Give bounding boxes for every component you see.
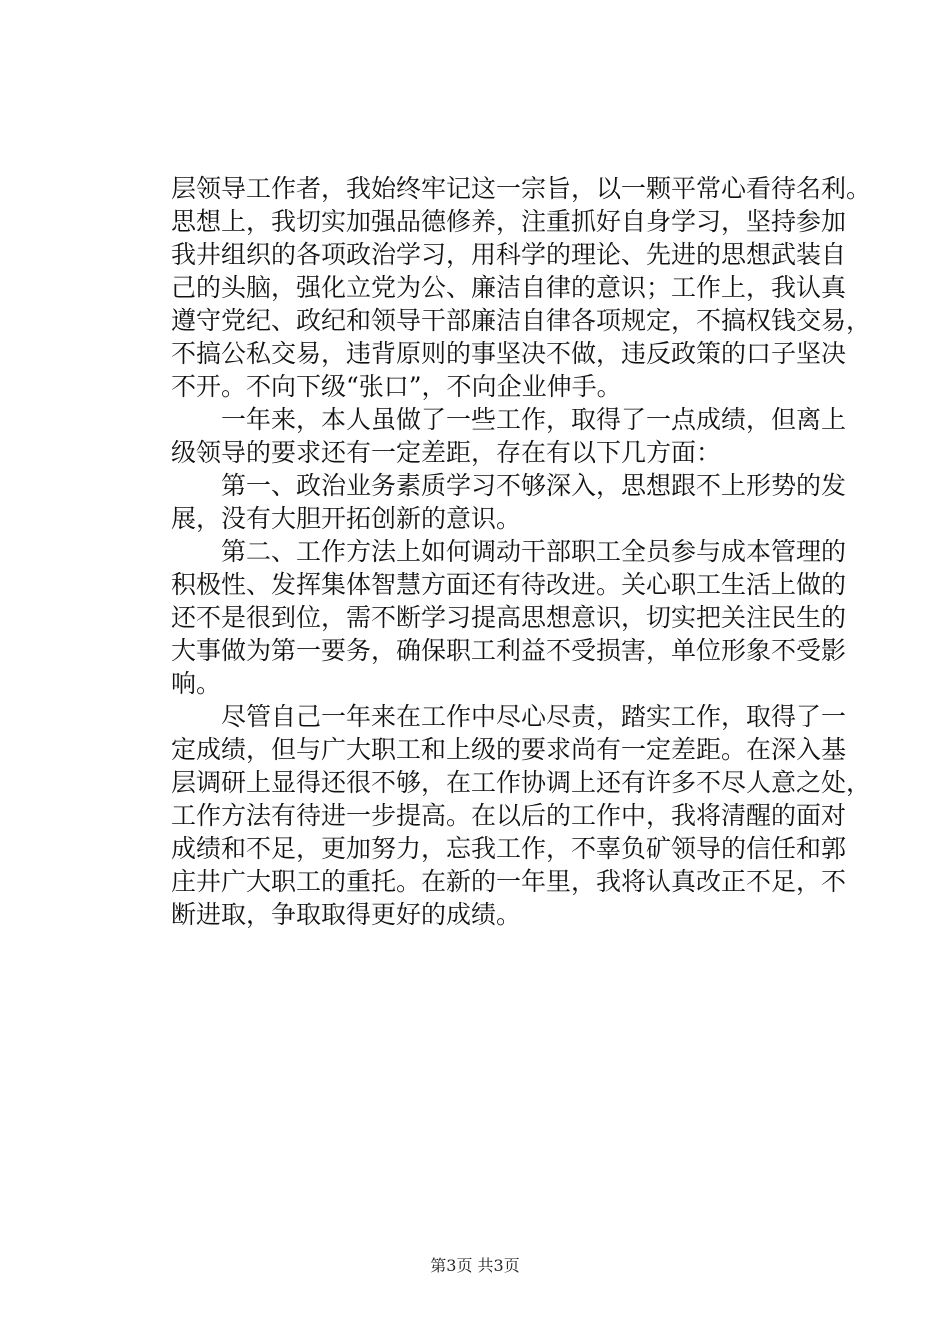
text-line: 展，没有大胆开拓创新的意识。: [171, 504, 522, 533]
text-line: 思想上，我切实加强品德修养，注重抓好自身学习，坚持参加: [171, 207, 847, 236]
text-line: 层调研上显得还很不够，在工作协调上还有许多不尽人意之处，: [171, 768, 872, 797]
text-line: 响。: [171, 669, 222, 698]
text-line: 积极性、发挥集体智慧方面还有待改进。关心职工生活上做的: [171, 570, 847, 599]
text-line: 还不是很到位，需不断学习提高思想意识，切实把关注民生的: [171, 603, 847, 632]
text-line: 大事做为第一要务，确保职工利益不受损害，单位形象不受影: [171, 636, 847, 665]
paragraph-start-line: 尽管自己一年来在工作中尽心尽责，踏实工作，取得了一: [221, 702, 847, 731]
text-line: 层领导工作者，我始终牢记这一宗旨，以一颗平常心看待名利。: [171, 174, 872, 203]
body-text: [171, 172, 872, 931]
text-line: 庄井广大职工的重托。在新的一年里，我将认真改正不足，不: [171, 867, 847, 896]
text-line: 断进取，争取取得更好的成绩。: [171, 900, 522, 929]
text-line: 定成绩，但与广大职工和上级的要求尚有一定差距。在深入基: [171, 735, 847, 764]
text-line: 遵守党纪、政纪和领导干部廉洁自律各项规定，不搞权钱交易，: [171, 306, 872, 335]
text-line: 级领导的要求还有一定差距，存在有以下几方面：: [171, 438, 722, 467]
paragraph-start-line: 一年来，本人虽做了一些工作，取得了一点成绩，但离上: [221, 405, 847, 434]
text-line: 不搞公私交易，违背原则的事坚决不做，违反政策的口子坚决: [171, 339, 847, 368]
text-line: 己的头脑，强化立党为公、廉洁自律的意识；工作上，我认真: [171, 273, 847, 302]
text-line: 不开。不向下级“张口”，不向企业伸手。: [171, 372, 622, 401]
text-line: 我井组织的各项政治学习，用科学的理论、先进的思想武装自: [171, 240, 847, 269]
text-line: 工作方法有待进一步提高。在以后的工作中，我将清醒的面对: [171, 801, 847, 830]
page-number-footer: 第3页 共3页: [430, 1256, 520, 1275]
paragraph-start-line: 第二、工作方法上如何调动干部职工全员参与成本管理的: [221, 537, 847, 566]
paragraph-start-line: 第一、政治业务素质学习不够深入，思想跟不上形势的发: [221, 471, 847, 500]
text-line: 成绩和不足，更加努力，忘我工作，不辜负矿领导的信任和郭: [171, 834, 847, 863]
